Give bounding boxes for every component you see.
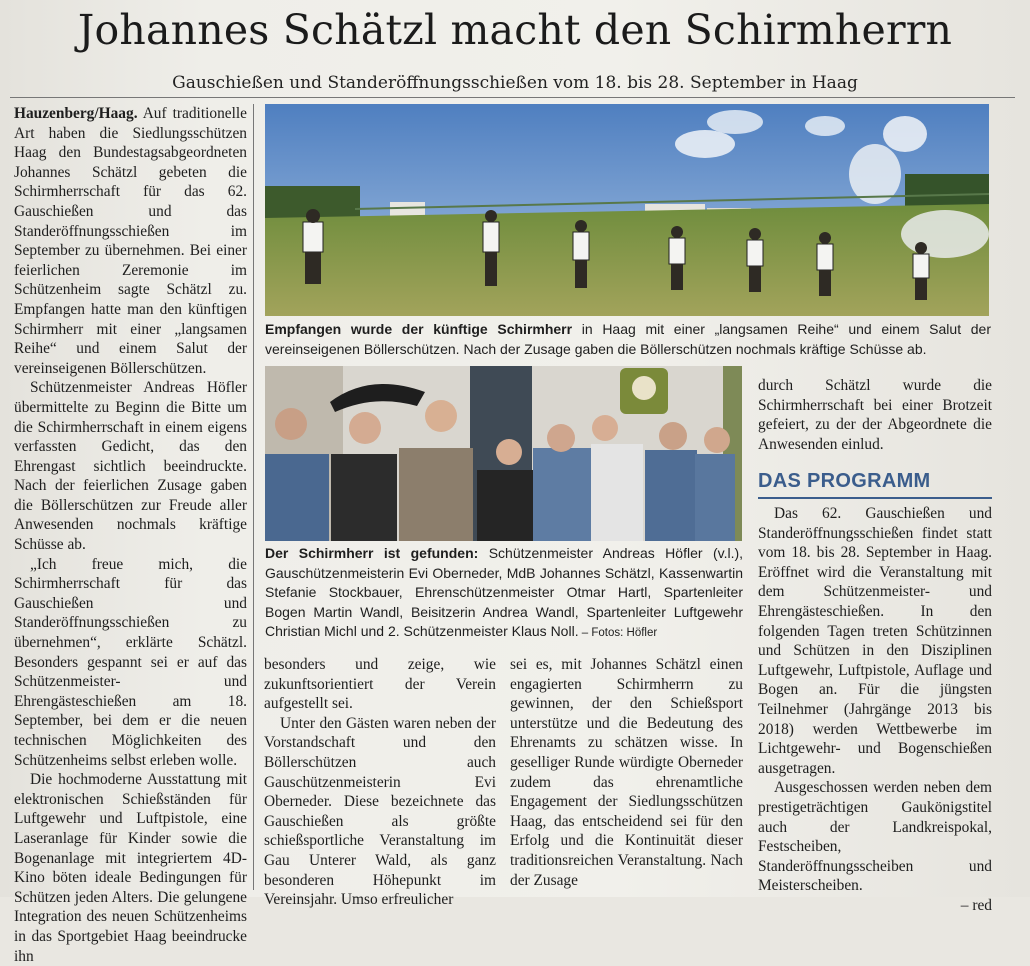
author-signature: – red (960, 896, 992, 914)
dateline: Hauzenberg/Haag. (14, 105, 138, 122)
caption-lead-2: Der Schirmherr ist gefunden: (265, 545, 479, 561)
column-divider (253, 104, 254, 890)
subheadline: Gauschießen und Standeröffnungsschießen vom 18. bis 28. September in Haag (172, 73, 858, 93)
paragraph-1: Auf traditionelle Art haben die Siedlungsschützen Haag den Bundestagsabgeordneten Johannes Schätzl gebeten die Schirmherrschaft für das 62. Gauschießen und das Standeröffnungsschießen im September zu übernehmen. Bei einer feierlichen Zeremonie im Schützenheim sagte Schätzl zu. Empfangen hatte man den künftigen Schirmherr mit einer „langsamen Reihe“ und einem Salut der vereinseigenen Böllerschützen. (14, 105, 247, 377)
article-column-4 (758, 376, 992, 452)
caption-text-2: Schützenmeister Andreas Höfler (v.l.), Gauschützenmeisterin Evi Oberneder, MdB Johannes Schätzl, Kassenwartin Stefanie Stockbauer, Ehrenschützenmeister Otmar Hartl, Spartenleiter Bogen Martin Wandl, Beisitzerin Andrea Wandl, Spartenleiter Luftgewehr Christian Michl und 2. Schützenmeister Klaus Noll. (265, 545, 744, 639)
col2-paragraph-2: Unter den Gästen waren neben der Vorstandschaft und den Böllerschützen auch Gauschützenmeisterin Evi Oberneder. Diese bezeichnete das Gauschießen als größte schießsportliche Veranstaltung im Gau Unterer Wald, als ganz besonderen Höhepunkt im Vereinsjahr. Umso erfreulicher (264, 714, 496, 909)
col4-top-text: durch Schätzl wurde die Schirmherrschaft bei einer Brotzeit gefeiert, zu der der Abgeordnete die Anwesenden einlud. (758, 377, 992, 453)
photo-group (265, 366, 742, 541)
photo-salute (265, 104, 989, 316)
program-box (758, 504, 992, 914)
paragraph-4: Die hochmoderne Ausstattung mit elektronischen Schießständen für Luftgewehr und Luftpistole, eine Laseranlage für Kinder sowie die Bogenanlage mit integriertem 4D-Kino böten ideale Bedingungen für Schützen jeden Alters. Die gelungene Integration des neuen Schützenheims in das Sportgebiet Haag beeindrucke ihn (14, 771, 247, 965)
photo-salute-caption (265, 320, 991, 362)
paragraph-3: „Ich freue mich, die Schirmherrschaft für das Gauschießen und Standeröffnungsschießen zu übernehmen“, erklärte Schätzl. Besonders gespannt sei er auf das Schützenmeister- und Ehrengästeschießen am 18. September, bei dem er die neuen technischen Möglichkeiten des Schützenheims selbst erleben wolle. (14, 555, 247, 769)
program-rule (758, 497, 992, 499)
headline: Johannes Schätzl macht den Schirmherrn (77, 6, 953, 54)
program-title: DAS PROGRAMM (758, 470, 931, 492)
photo-group-caption (265, 544, 743, 644)
paragraph-2: Schützenmeister Andreas Höfler übermittelte zu Beginn die Bitte um die Schirmherrschaft in einem eigens verfassten Gedicht, das den Ehrengast sichtlich beeindruckte. Nach der feierlichen Zusage gaben die Böllerschützen zur Freude aller Anwesenden nochmals kräftige Schüsse ab. (14, 379, 247, 554)
photo-credit: – Fotos: Höfler (578, 627, 658, 639)
article-column-2 (264, 655, 496, 909)
article-column-1 (14, 104, 247, 965)
col3-text: sei es, mit Johannes Schätzl einen engagierten Schirmherrn zu gewinnen, der den Schießsport unterstütze und die Bedeutung des Ehrenamts zu schätzen wisse. In geselliger Runde würdigte Oberneder zudem das ehrenamtliche Engagement der Siedlungsschützen Haag, das entscheidend sei für den Erfolg und die Kontinuität dieser traditionsreichen Veranstaltung. Nach der Zusage (510, 656, 743, 889)
program-paragraph-2: Ausgeschossen werden neben dem prestigeträchtigen Gaukönigstitel auch der Landkreispokal, Festscheiben, Standeröffnungsscheiben und Meisterscheiben. (758, 779, 992, 895)
caption-lead: Empfangen wurde der künftige Schirmherr (265, 321, 573, 337)
group-scene (265, 366, 742, 541)
top-rule (10, 97, 1015, 98)
article-column-3 (510, 655, 743, 890)
program-paragraph-1: Das 62. Gauschießen und Standeröffnungsschießen findet statt vom 18. bis 28. September in Haag. Eröffnet wird die Veranstaltung mit dem Schützenmeister- und Ehrengästeschießen. In den folgenden Tagen treten Schützinnen und Schützen in den Disziplinen Luftgewehr, Luftpistole, Auflage und Bogen an. Für die jüngsten Teilnehmer (Jahrgänge 2013 bis 2018) werden Wettbewerbe im Lichtgewehr- und Bogenschießen ausgetragen. (758, 505, 992, 777)
col2-text: besonders und zeige, wie zukunftsorientiert der Verein aufgestellt sei. (264, 656, 496, 713)
caption-text: in Haag mit einer „langsamen Reihe“ und einem Salut der vereinseigenen Böllerschützen. Nach der Zusage gaben die Böllerschützen nochmals kräftige Schüsse ab. (265, 321, 991, 357)
salute-scene (265, 104, 989, 316)
